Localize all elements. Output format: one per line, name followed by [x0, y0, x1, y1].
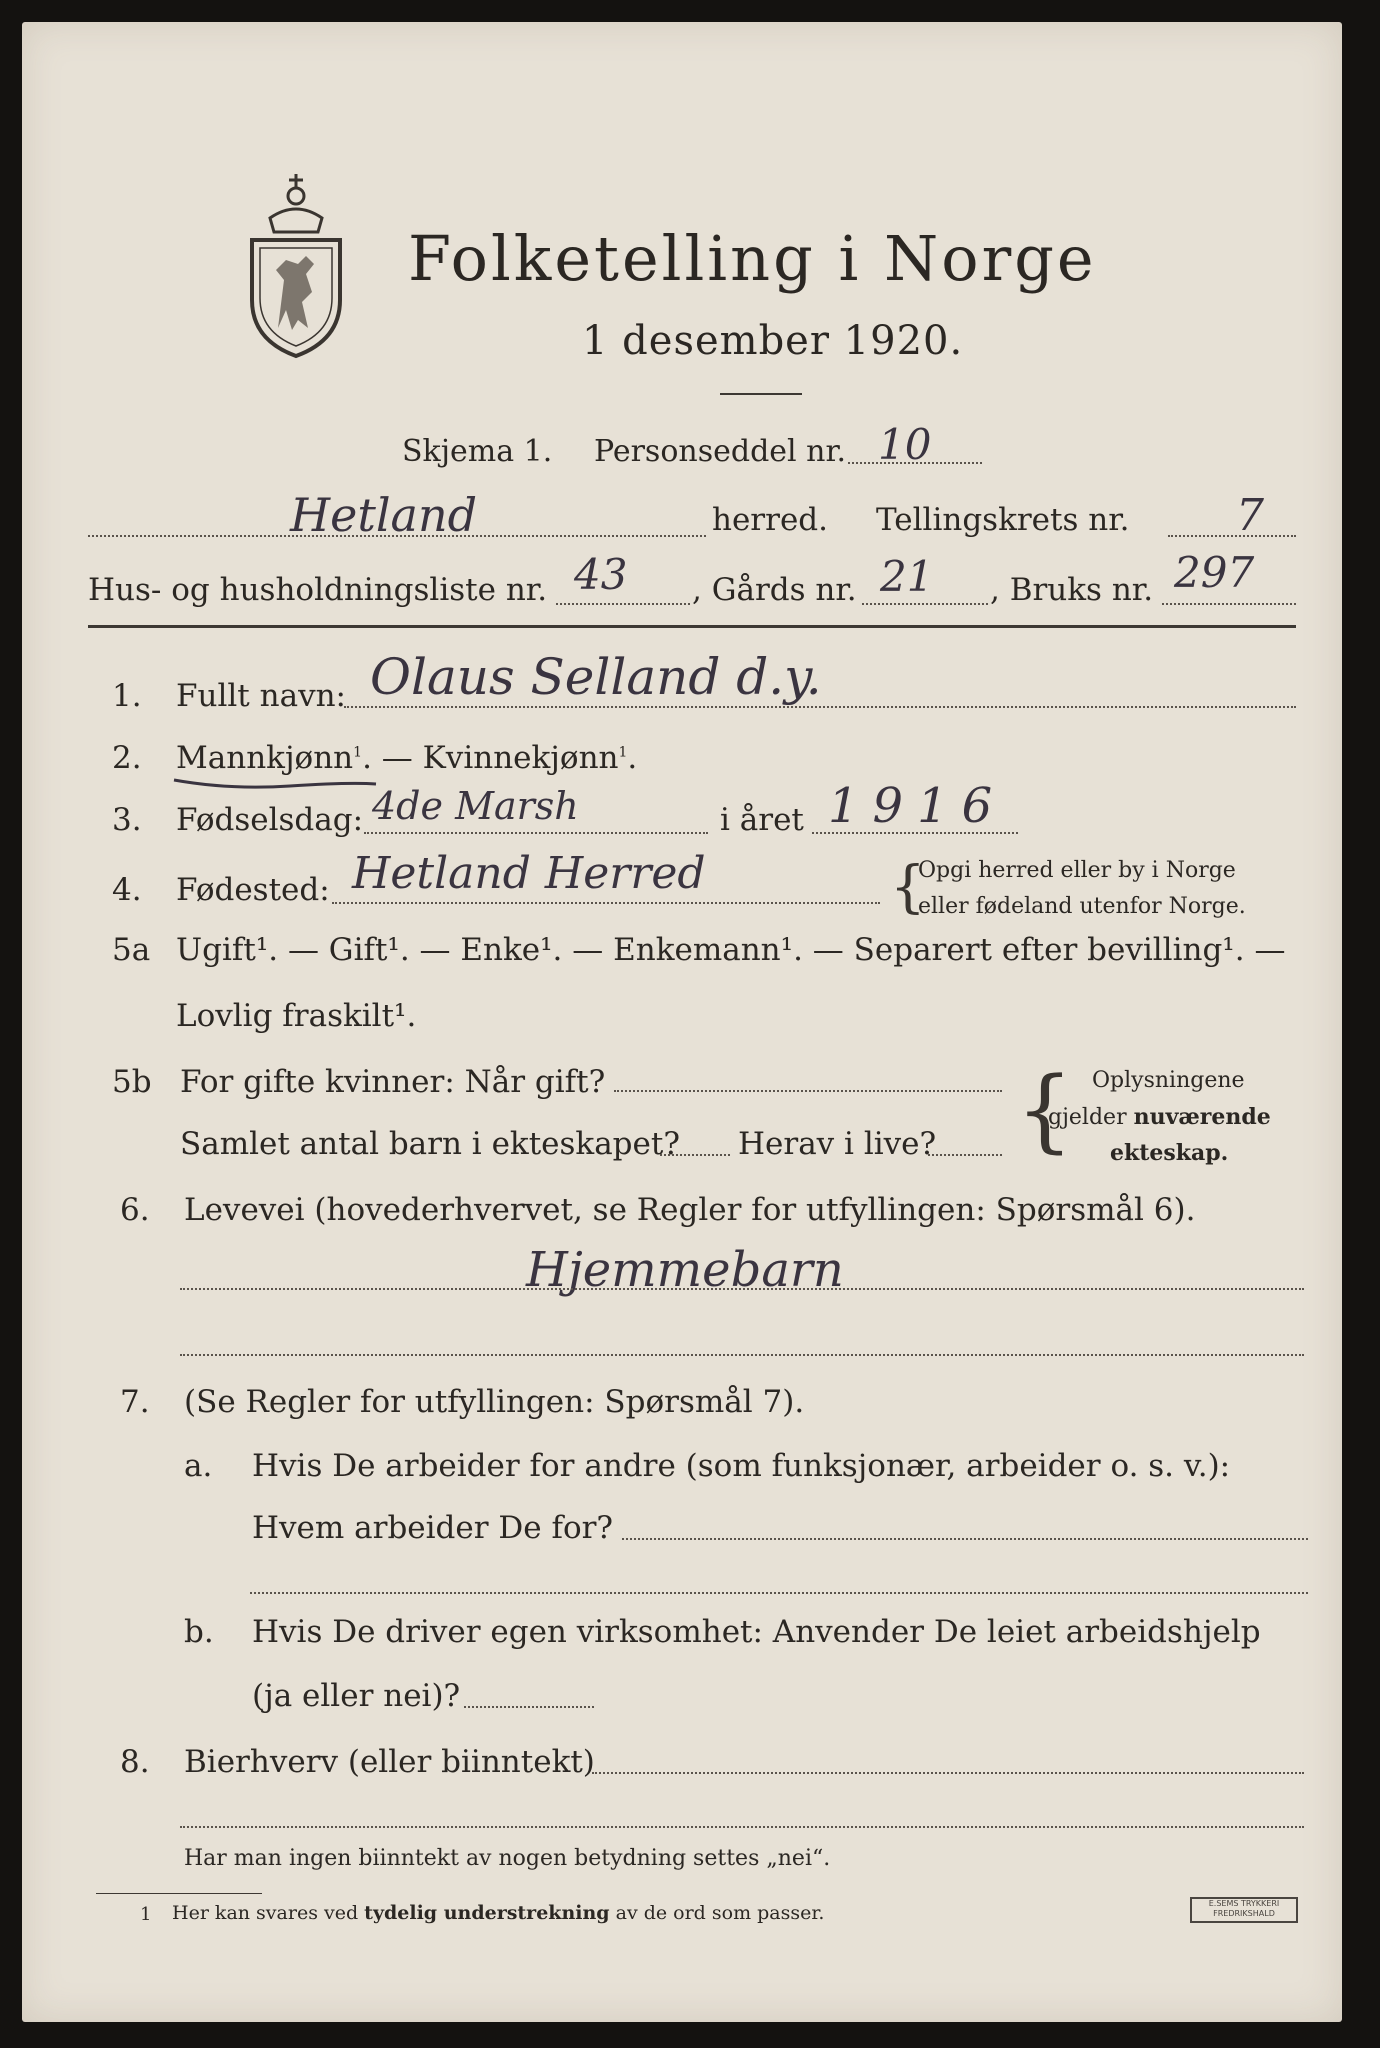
q7-number: 7.: [120, 1384, 150, 1420]
q5a-options-line2[interactable]: Lovlig fraskilt¹.: [176, 998, 417, 1034]
q3-label: Fødselsdag:: [176, 802, 364, 838]
q5b-note-line1: Oplysningene: [1092, 1068, 1245, 1093]
printer-stamp: E.SEMS TRYKKERI FREDRIKSHALD: [1190, 1897, 1298, 1923]
q4-label: Fødested:: [176, 872, 330, 908]
q7-label: (Se Regler for utfyllingen: Spørsmål 7).: [184, 1384, 805, 1420]
footnote-text: Her kan svares ved tydelig understrekning av de ord som passer.: [172, 1902, 825, 1924]
q6-label: Levevei (hovederhvervet, se Regler for utfyllingen: Spørsmål 6).: [184, 1192, 1196, 1228]
bruks-value[interactable]: 297: [1174, 548, 1255, 597]
q4-note-line1: Opgi herred eller by i Norge: [918, 858, 1236, 883]
form-title: Folketelling i Norge: [408, 222, 1097, 295]
header-rule: [88, 625, 1296, 628]
q2-gender-options: Mannkjønn$^1$. — Kvinnekjønn$^1$.: [176, 740, 638, 776]
tellingskrets-label: Tellingskrets nr.: [876, 502, 1130, 538]
q4-birthplace-value[interactable]: Hetland Herred: [352, 848, 706, 899]
q4-number: 4.: [112, 872, 142, 908]
q7a-line1: Hvis De arbeider for andre (som funksjonær, arbeider o. s. v.):: [252, 1448, 1231, 1484]
q2-female-option[interactable]: Kvinnekjønn: [422, 740, 619, 776]
title-divider: [720, 393, 802, 395]
q1-number: 1.: [112, 678, 142, 714]
gards-value[interactable]: 21: [880, 552, 934, 601]
q2-male-option[interactable]: Mannkjønn: [176, 740, 354, 776]
tellingskrets-value[interactable]: 7: [1236, 490, 1264, 541]
q7a-answer-line[interactable]: [622, 1538, 1308, 1540]
hus-label: Hus- og husholdningsliste nr.: [88, 572, 548, 608]
personseddel-label: Personseddel nr.: [594, 434, 847, 469]
q7b-answer-line[interactable]: [464, 1706, 594, 1708]
q5b-married-when-label: For gifte kvinner: Når gift?: [180, 1064, 606, 1100]
q3-birthday-value[interactable]: 4de Marsh: [372, 784, 579, 828]
q7b-line2: (ja eller nei)?: [252, 1678, 461, 1714]
q3-number: 3.: [112, 802, 142, 838]
herred-label: herred.: [712, 502, 828, 538]
q3-birth-year-value[interactable]: 1916: [828, 778, 1007, 834]
q7a-letter: a.: [184, 1448, 213, 1484]
q8-label: Bierhverv (eller biinntekt): [184, 1744, 595, 1780]
bruks-label: , Bruks nr.: [990, 572, 1154, 608]
q2-number: 2.: [112, 740, 142, 776]
q6-number: 6.: [120, 1192, 150, 1228]
hus-value[interactable]: 43: [574, 550, 628, 599]
schema-label: Skjema 1.: [402, 434, 553, 469]
gards-label: , Gårds nr.: [692, 572, 857, 608]
q4-note-line2: eller fødeland utenfor Norge.: [918, 894, 1246, 919]
q2-male-underline-mark: [170, 774, 380, 792]
q7a-line2: Hvem arbeider De for?: [252, 1510, 614, 1546]
q1-label: Fullt navn:: [176, 678, 346, 714]
q6-occupation-value[interactable]: Hjemmebarn: [526, 1242, 844, 1298]
q8-number: 8.: [120, 1744, 150, 1780]
q3-year-label: i året: [720, 802, 804, 838]
q5b-children-label: Samlet antal barn i ekteskapet?: [180, 1126, 680, 1162]
norwegian-coat-of-arms-icon: [240, 160, 352, 360]
q8-answer-line[interactable]: [592, 1772, 1304, 1774]
q5b-note-line3: ekteskap.: [1110, 1140, 1229, 1166]
q5b-number: 5b: [112, 1064, 152, 1100]
footnote-number: 1: [140, 1904, 152, 1925]
q7b-line1: Hvis De driver egen virksomhet: Anvender De leiet arbeidshjelp: [252, 1614, 1261, 1650]
q4-brace: {: [890, 855, 926, 920]
herred-value[interactable]: Hetland: [290, 488, 478, 542]
q1-full-name-value[interactable]: Olaus Selland d.y.: [370, 648, 822, 706]
q7b-letter: b.: [184, 1614, 214, 1650]
q5b-note-line2: gjelder nuværende: [1048, 1104, 1271, 1130]
personseddel-value[interactable]: 10: [878, 420, 932, 469]
q5b-brace: {: [1016, 1058, 1074, 1163]
q5a-number: 5a: [112, 932, 151, 968]
census-date: 1 desember 1920.: [582, 318, 964, 364]
q5b-alive-label: Herav i live?: [738, 1126, 937, 1162]
q8-note: Har man ingen biinntekt av nogen betydning settes „nei“.: [184, 1846, 831, 1871]
footnote-rule: [96, 1893, 262, 1894]
q5a-options-line1[interactable]: Ugift¹. — Gift¹. — Enke¹. — Enkemann¹. — Separert efter bevilling¹. —: [176, 932, 1286, 968]
